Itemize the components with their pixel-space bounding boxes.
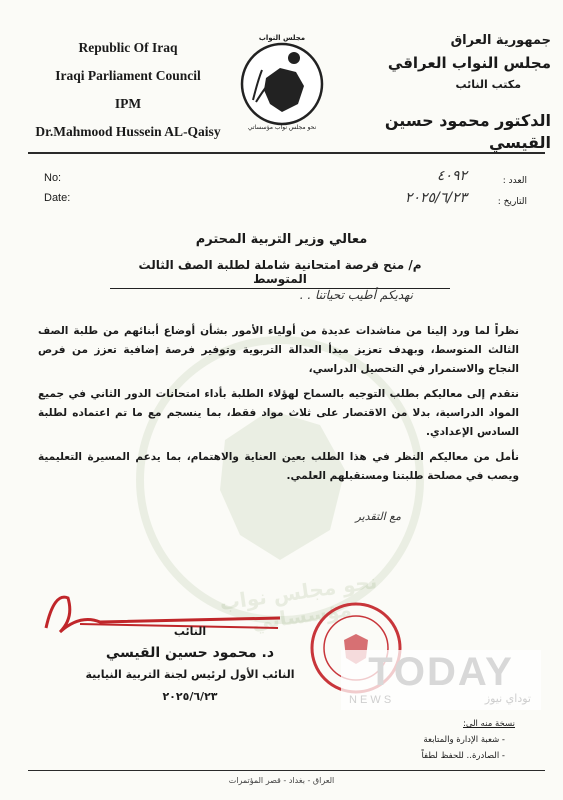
en-line-council: Iraqi Parliament Council [55,68,201,83]
signer-role: النائب [173,625,207,638]
signer-title: النائب الأول لرئيس لجنة التربية النيابية [85,668,295,681]
recipient: معالي وزير التربية المحترم [195,232,368,247]
today-sub-ar: توداي نيوز [484,692,531,705]
arabic-letterhead [351,30,551,154]
subject-text: م/ منح فرصة امتحانية شاملة لطلبة الصف الثالث المتوسط [138,258,422,286]
en-line-name: Dr.Mahmood Hussein AL-Qaisy [35,124,221,139]
header-divider [28,152,545,154]
paragraph-1: نظراً لما ورد إلينا من مناشدات عديدة من أولياء الأمور بشأن أوضاع أبنائهم من طلبة الصف الثالث المتوسط، وبهدف تعزيز مبدأ العدالة التربوية وتوفير فرصة إضافية تعزز من فرص النجاح والاستمرار في التحصيل الدراسي، [38,325,519,375]
logo-bottom-text: نحو مجلس نواب مؤسساتي [247,124,317,131]
en-line-ipm: IPM [114,96,142,111]
paragraph-2: نتقدم إلى معاليكم بطلب التوجيه بالسماح لهؤلاء الطلبة بأداء امتحانات الدور الثاني في جميع المواد الدراسية، بدلا من الاقتصار على ثلاث مواد فقط، بما ينسجم مع ما تم اعتماده لطلبة السادس الإعدادي. [38,388,519,438]
paragraph-3: نأمل من معاليكم النظر في هذا الطلب بعين العناية والاهتمام، بما يدعم المسيرة التعليمية ويصب في مصلحة طلبتنا ومستقبلهم العلمي. [38,451,519,482]
closing: مع التقدير [355,510,401,523]
signer-name: د. محمود حسين القيسي [105,645,275,661]
today-brand: TODAY [368,650,514,694]
english-letterhead [28,34,228,146]
ar-number-label: العدد : [502,176,527,186]
signature-block [60,622,320,708]
ar-line-name: الدكتور محمود حسين القيسي [384,111,551,152]
watermark-text: نحو مجلس نواب مؤسساتي [218,569,379,635]
copies-block [355,716,515,764]
en-line-country: Republic Of Iraq [78,40,178,55]
ar-number-value: ٤٠٩٢ [436,168,467,184]
footer-address: العراق - بغداد - قصر المؤتمرات [228,776,335,785]
date-label: Date: [44,192,71,204]
signature-date: ٢٠٢٥/٦/٢٣ [162,690,218,703]
letter-body [38,322,519,486]
number-label: No: [44,172,62,184]
ar-line-office: مكتب النائب [455,78,521,91]
ar-date-value: ٢٠٢٥/٦/٢٣ [404,190,467,206]
subject [110,258,450,289]
footer-divider [28,770,545,771]
today-news-watermark [341,650,541,710]
ar-date-label: التاريخ : [497,197,527,207]
copies-label: نسخة منه الى: [463,719,515,729]
greeting: نهديكم أطيب تحياتنا . . [299,288,413,302]
copy-item-2-text: الصادرة.. للحفظ لطفاً [421,751,500,761]
ar-line-country: جمهورية العراق [450,33,551,48]
today-sub-en: N E W S [349,694,392,706]
copy-item-2: - الصادرة.. للحفظ لطفاً [421,751,505,761]
logo-top-text: مجلس النواب [258,34,306,42]
ar-line-council: مجلس النواب العراقي [387,54,551,72]
copy-item-1-text: شعبة الإدارة والمتابعة [423,735,500,745]
copy-item-1: - شعبة الإدارة والمتابعة [423,735,505,745]
